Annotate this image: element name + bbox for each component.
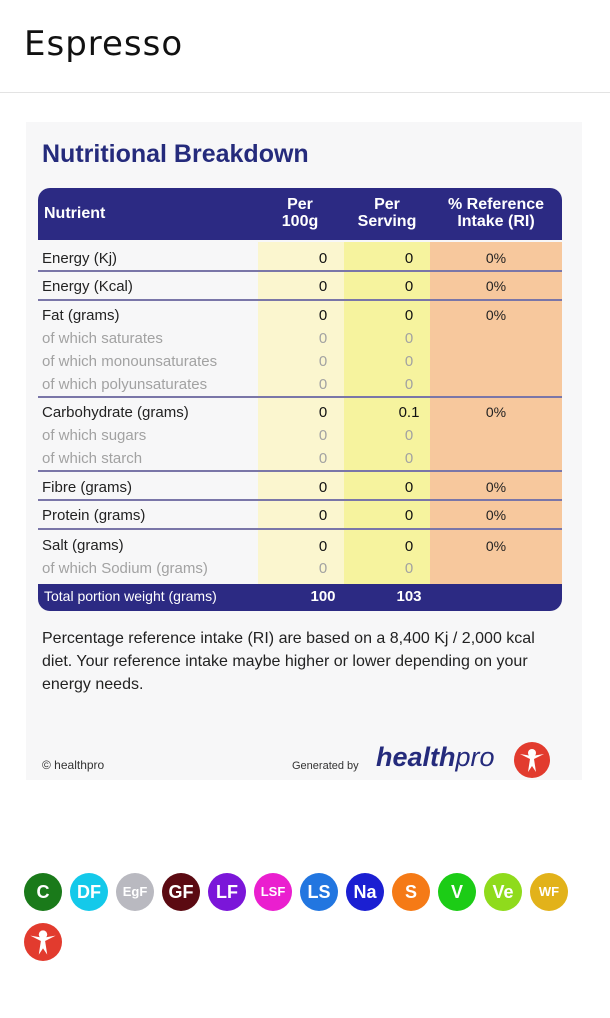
row-divider (38, 299, 562, 301)
row-label: Energy (Kcal) (42, 278, 133, 295)
row-label: of which polyunsaturates (42, 376, 208, 393)
row-ri: 0% (485, 404, 507, 420)
badge-s-icon: S (392, 873, 430, 911)
badge-na-icon: Na (346, 873, 384, 911)
row-perserving: 0 (404, 376, 414, 393)
row-perserving: 0 (404, 479, 414, 496)
healthpro-logo-icon (514, 742, 550, 778)
header-per100g (270, 196, 330, 230)
row-perserving: 0 (404, 427, 414, 444)
row-per100g: 0 (318, 353, 328, 370)
row-perserving: 0 (404, 330, 414, 347)
row-ri: 0% (485, 278, 507, 294)
copyright: © healthpro (42, 758, 105, 772)
row-per100g: 0 (318, 479, 328, 496)
row-perserving: 0 (404, 353, 414, 370)
badge-gf-icon: GF (162, 873, 200, 911)
top-bar (0, 0, 610, 93)
brand-logo-text (376, 742, 495, 773)
row-per100g: 0 (318, 450, 328, 467)
table-footer (38, 584, 562, 611)
row-label: Energy (Kj) (42, 250, 118, 267)
row-label: of which sugars (42, 427, 147, 444)
header-ri-line1: % Reference (447, 196, 545, 213)
header-perserving (350, 196, 424, 230)
row-per100g: 0 (318, 307, 328, 324)
row-perserving: 0 (404, 560, 414, 577)
row-per100g: 0 (318, 330, 328, 347)
total-per100g: 100 (310, 588, 336, 605)
row-label: of which monounsaturates (42, 353, 218, 370)
badge-v-icon: V (438, 873, 476, 911)
header-perserving-line1: Per (374, 196, 400, 213)
ri-note: Percentage reference intake (RI) are based on a 8,400 Kj / 2,000 kcal diet. Your reference intake maybe higher or lower depending on your energy needs. (42, 630, 535, 693)
row-ri: 0% (485, 307, 507, 323)
row-perserving: 0 (404, 450, 414, 467)
row-perserving: 0 (404, 538, 414, 555)
badge-lsf-icon: LSF (254, 873, 292, 911)
row-per100g: 0 (318, 250, 328, 267)
brand-bold: health (376, 742, 456, 772)
page-title: Espresso (24, 24, 184, 64)
row-divider (38, 396, 562, 398)
row-label: Carbohydrate (grams) (42, 404, 189, 421)
row-per100g: 0 (318, 278, 328, 295)
header-per100g-line2: 100g (281, 213, 319, 230)
row-per100g: 0 (318, 560, 328, 577)
total-perserving: 103 (396, 588, 422, 605)
nutrition-table (38, 188, 562, 611)
badge-healthpro-icon (24, 923, 62, 961)
row-ri: 0% (485, 250, 507, 266)
row-label: Protein (grams) (42, 507, 146, 524)
header-per100g-line1: Per (287, 196, 313, 213)
nutrition-card (26, 122, 582, 780)
row-per100g: 0 (318, 538, 328, 555)
row-label: of which Sodium (grams) (42, 560, 208, 577)
row-perserving: 0 (404, 307, 414, 324)
row-divider (38, 470, 562, 472)
row-ri: 0% (485, 507, 507, 523)
row-label: Salt (grams) (42, 537, 124, 554)
total-weight-label: Total portion weight (grams) (44, 588, 217, 604)
generated-by-label: Generated by (292, 760, 359, 772)
row-label: Fat (grams) (42, 307, 120, 324)
header-perserving-line2: Serving (357, 213, 417, 230)
table-header (38, 188, 562, 240)
row-label: of which starch (42, 450, 143, 467)
row-perserving: 0 (404, 278, 414, 295)
badge-ve-icon: Ve (484, 873, 522, 911)
header-nutrient: Nutrient (44, 205, 106, 222)
header-ri-line2: Intake (RI) (457, 213, 535, 230)
badge-lf-icon: LF (208, 873, 246, 911)
row-label: Fibre (grams) (42, 479, 133, 496)
badge-wf-icon: WF (530, 873, 568, 911)
row-ri: 0% (485, 538, 507, 554)
row-per100g: 0 (318, 507, 328, 524)
row-per100g: 0 (318, 404, 328, 421)
row-perserving: 0 (404, 250, 414, 267)
badge-ls-icon: LS (300, 873, 338, 911)
card-heading: Nutritional Breakdown (42, 140, 309, 168)
badge-egf-icon: EgF (116, 873, 154, 911)
row-perserving: 0 (404, 507, 414, 524)
row-ri: 0% (485, 479, 507, 495)
badge-c-icon: C (24, 873, 62, 911)
header-ri (432, 196, 560, 230)
brand-light: pro (455, 742, 495, 772)
row-perserving: 0.1 (398, 404, 420, 421)
row-divider (38, 270, 562, 272)
badge-df-icon: DF (70, 873, 108, 911)
row-per100g: 0 (318, 427, 328, 444)
row-divider (38, 528, 562, 530)
row-divider (38, 499, 562, 501)
row-per100g: 0 (318, 376, 328, 393)
row-label: of which saturates (42, 330, 163, 347)
